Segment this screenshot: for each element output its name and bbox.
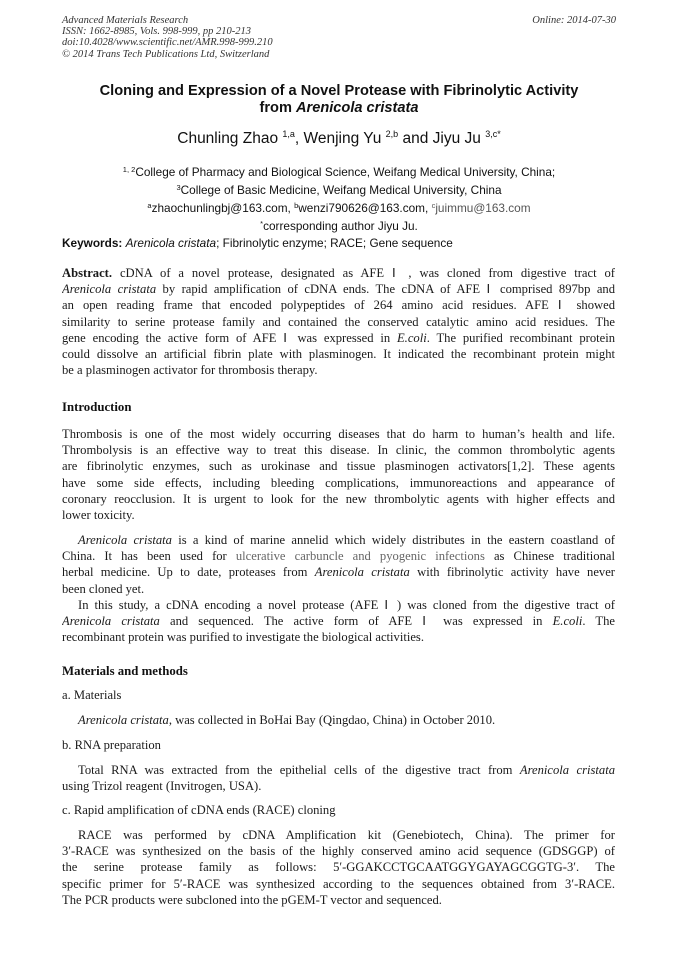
aff2-sup: 3 <box>176 183 181 192</box>
race-line-2: 3′-RACE was synthesized on the basis of the highly conserved amino acid sequence (GDSGGP) of <box>62 844 615 859</box>
intro-p1-line-2: Thrombolysis is an effective way to treat this disease. In clinic, the common thrombolytic agents <box>62 443 615 458</box>
intro-p2-text-2a: China. It has been used for <box>62 549 236 564</box>
abstract-line-6: could dissolve an artificial fibrin plate with plasminogen. It indicated the recombinant protein might <box>62 346 615 361</box>
intro-p3-line-3: recombinant protein was purified to investigate the biological activities. <box>62 630 424 645</box>
intro-p2-text-3a: herbal medicine. Up to date, proteases from <box>62 565 315 580</box>
keywords-label: Keywords: <box>62 236 123 250</box>
intro-p3-line-1: In this study, a cDNA encoding a novel protease (AFE Ⅰ ) was cloned from the digestive tract of <box>78 598 615 612</box>
intro-p1-line-5: coronary reocclusion. It is urgent to look for the new thrombolytic agents with higher effects and <box>62 491 615 506</box>
race-line-4: specific primer for 5′-RACE was synthesized according to the sequences obtained from 3′-RACE. <box>62 876 615 891</box>
affiliation-1 <box>62 162 616 180</box>
author-3: and Jiyu Ju <box>398 130 486 147</box>
materials-species: Arenicola cristata <box>78 713 169 727</box>
author-2: , Wenjing Yu <box>294 130 386 147</box>
intro-p3-text-2a: and sequenced. The active form of AFE Ⅰ was expressed in <box>159 614 553 629</box>
race-line-5: The PCR products were subcloned into the pGEM-T vector and sequenced. <box>62 892 442 907</box>
introduction-p2 <box>62 532 615 597</box>
abstract <box>62 265 615 378</box>
email-c[interactable]: juimmu@163.com <box>435 201 531 215</box>
aff2-text: College of Basic Medicine, Weifang Medical University, China <box>180 183 502 197</box>
abstract-species: Arenicola cristata <box>62 282 157 297</box>
race-subheading: c. Rapid amplification of cDNA ends (RACE) cloning <box>62 803 336 817</box>
introduction-p3 <box>62 597 615 646</box>
email-b[interactable]: wenzi790626@163.com, <box>298 201 432 215</box>
abstract-line-7: be a plasminogen activator for thrombosis therapy. <box>62 363 318 378</box>
intro-p3-text-2b: . The <box>582 614 615 629</box>
introduction-p1 <box>62 426 615 523</box>
rna-subheading: b. RNA preparation <box>62 738 161 752</box>
abstract-line-3: an open reading frame that encoded polypeptides of 264 amino acid residues. AFE Ⅰ showed <box>62 298 615 313</box>
intro-p1-line-4: have some side effects, including bleeding complications, immunoreactions and appearance of <box>62 475 615 490</box>
materials-subheading: a. Materials <box>62 688 122 702</box>
title-prefix: from <box>259 100 296 116</box>
title-species: Arenicola cristata <box>296 100 419 116</box>
intro-p2-text-3b: with fibrinolytic activity have never <box>409 565 615 580</box>
title-line-2 <box>62 100 616 117</box>
intro-p2-line-3 <box>62 564 615 580</box>
rna-text <box>62 762 615 794</box>
corr-text: corresponding author Jiyu Ju. <box>263 219 418 233</box>
intro-p2-species-2: Arenicola cristata <box>314 565 410 580</box>
materials-rest: , was collected in BoHai Bay (Qingdao, China) in October 2010. <box>168 713 496 727</box>
issn-line: ISSN: 1662-8985, Vols. 998-999, pp 210-213 <box>62 26 251 38</box>
email-a-sup: a <box>147 201 152 210</box>
abstract-text-5b: . The purified recombinant protein <box>426 330 615 345</box>
intro-p2-text-2b: as Chinese traditional <box>484 549 615 564</box>
abstract-text-1: cDNA of a novel protease, designated as AFE Ⅰ , was cloned from digestive tract of <box>119 266 615 280</box>
author-1-sup: 1,a <box>282 129 295 139</box>
aff1-sup: 1, 2 <box>122 165 136 174</box>
abstract-line-4: similarity to serine protease family and contained the conserved catalytic amino acid residues. The <box>62 314 615 329</box>
intro-p2-line-4: been cloned yet. <box>62 581 145 596</box>
email-a[interactable]: zhaochunlingbj@163.com, <box>151 201 295 215</box>
abstract-line-2 <box>62 281 615 297</box>
email-b-sup: b <box>294 201 299 210</box>
author-3-sup: 3,c* <box>485 129 501 139</box>
rna-line-2: using Trizol reagent (Invitrogen, USA). <box>62 779 262 794</box>
aff1-text: College of Pharmacy and Biological Science, Weifang Medical University, China; <box>135 165 556 179</box>
rna-text-1: Total RNA was extracted from the epithelial cells of the digestive tract from <box>78 763 520 777</box>
intro-p2-text-1: is a kind of marine annelid which widely distributes in the eastern coastland of <box>171 533 615 547</box>
keyword-species: Arenicola cristata <box>125 236 217 250</box>
methods-heading: Materials and methods <box>62 664 188 678</box>
corr-sup: * <box>260 219 264 228</box>
abstract-label: Abstract. <box>62 266 113 280</box>
abstract-text-5a: gene encoding the active form of AFE Ⅰ was expressed in <box>62 330 397 345</box>
intro-p3-line-2 <box>62 613 615 629</box>
race-line-3: the serine protease family as follows: 5′-GGAKCCTGCAATGGYGAYAGCGGTG-3′. The <box>62 860 615 875</box>
race-line-1: RACE was performed by cDNA Amplification kit (Genebiotech, China). The primer for <box>78 828 615 842</box>
abstract-text-2: by rapid amplification of cDNA ends. The cDNA of AFE Ⅰ comprised 897bp and <box>156 282 615 297</box>
doi-line: doi:10.4028/www.scientific.net/AMR.998-999.210 <box>62 37 273 49</box>
title-line-1: Cloning and Expression of a Novel Protease with Fibrinolytic Activity <box>99 83 579 99</box>
online-date: Online: 2014-07-30 <box>532 15 616 26</box>
abstract-line-5 <box>62 330 615 346</box>
keywords-rest: ; Fibrinolytic enzyme; RACE; Gene sequence <box>216 236 453 250</box>
corresponding-author <box>62 216 616 234</box>
intro-p2-line-2 <box>62 548 615 564</box>
email-c-sup: c <box>431 201 436 210</box>
copyright-line: © 2014 Trans Tech Publications Ltd, Switzerland <box>62 48 270 60</box>
author-2-sup: 2,b <box>385 129 399 139</box>
intro-p3-species: Arenicola cristata <box>62 614 160 629</box>
intro-p1-line-6: lower toxicity. <box>62 507 135 522</box>
author-1: Chunling Zhao <box>177 130 283 147</box>
rna-species: Arenicola cristata <box>519 763 615 777</box>
materials-text <box>62 712 615 728</box>
intro-p2-species: Arenicola cristata <box>78 533 172 547</box>
emails <box>62 198 616 216</box>
race-text <box>62 827 615 908</box>
paper-title <box>62 83 616 117</box>
intro-p2-line-1 <box>62 532 615 548</box>
author-list <box>62 129 616 148</box>
introduction-heading: Introduction <box>62 400 132 414</box>
keywords <box>62 236 616 250</box>
abstract-ecoli: E.coli <box>396 330 427 345</box>
affiliations <box>62 162 616 234</box>
intro-p1-line-3: are fibrinolytic enzymes, such as urokinase and tissue plasminogen activators[1,2]. These agents <box>62 459 615 474</box>
abstract-line-1 <box>62 265 615 281</box>
affiliation-2 <box>62 180 616 198</box>
intro-p1-line-1: Thrombosis is one of the most widely occurring diseases that do harm to human’s health and life. <box>62 427 615 441</box>
journal-name: Advanced Materials Research <box>62 15 189 26</box>
intro-p3-ecoli: E.coli <box>552 614 583 629</box>
rna-line-1 <box>62 762 615 778</box>
intro-p2-highlight: ulcerative carbuncle and pyogenic infections <box>235 549 485 564</box>
